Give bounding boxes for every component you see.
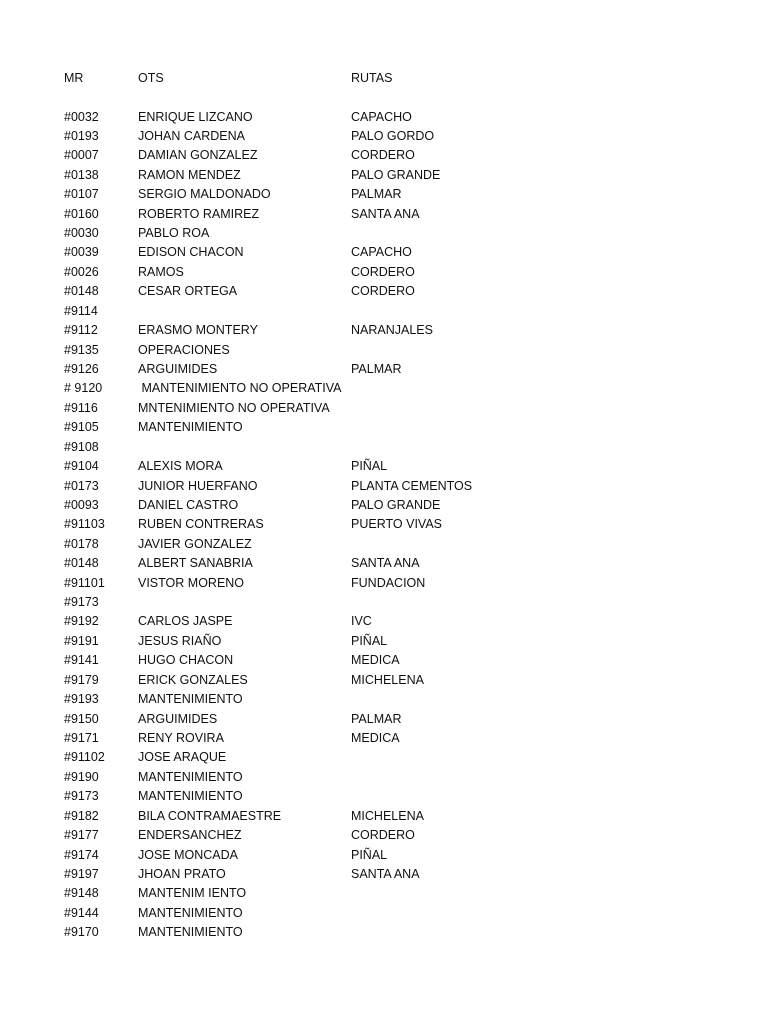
table-row (0, 263, 768, 282)
ots-cell: MANTENIM IENTO (138, 886, 247, 901)
ruta-cell: NARANJALES (351, 323, 433, 338)
ruta-cell: PALO GORDO (351, 128, 435, 143)
table-row (0, 515, 768, 534)
mr-cell: #9173 (64, 595, 99, 609)
ots-cell: PABLO ROA (138, 226, 210, 240)
ruta-cell: IVC (351, 614, 372, 629)
ots-cell: CESAR ORTEGA (138, 284, 238, 299)
ots-cell: MANTENIMIENTO (138, 789, 243, 804)
ruta-cell: SANTA ANA (351, 866, 420, 881)
table-row (0, 243, 768, 262)
table-row (0, 166, 768, 185)
ots-cell: JHOAN PRATO (138, 866, 226, 881)
mr-cell: #9192 (64, 614, 99, 629)
table-row (0, 302, 768, 321)
table-row (0, 205, 768, 224)
mr-cell: #9191 (64, 633, 99, 648)
ots-cell: ALEXIS MORA (138, 459, 223, 474)
table-row (0, 748, 768, 767)
table-row (0, 108, 768, 127)
table-row (0, 846, 768, 865)
ruta-cell: PALO GRANDE (351, 497, 441, 512)
table-row (0, 593, 768, 612)
ruta-cell: CORDERO (351, 148, 415, 163)
mr-cell: #0093 (64, 497, 99, 512)
ots-cell: ROBERTO RAMIREZ (138, 206, 260, 221)
table-row (0, 146, 768, 165)
ots-cell: DANIEL CASTRO (138, 497, 239, 512)
table-row (0, 671, 768, 690)
mr-cell: #9174 (64, 847, 99, 862)
ruta-cell: PLANTA CEMENTOS (351, 478, 473, 493)
mr-cell: #0160 (64, 206, 99, 221)
ots-cell: JESUS RIAÑO (138, 633, 222, 648)
ruta-cell: SANTA ANA (351, 556, 420, 571)
ots-cell: ERASMO MONTERY (138, 323, 258, 338)
ots-cell: JAVIER GONZALEZ (138, 536, 252, 551)
table-row (0, 729, 768, 748)
mr-cell: #0148 (64, 556, 99, 571)
table-row (0, 438, 768, 457)
mr-cell: #0178 (64, 536, 99, 551)
ots-cell: ENDERSANCHEZ (138, 828, 242, 842)
ots-cell: EDISON CHACON (138, 245, 244, 260)
table-row (0, 884, 768, 903)
mr-cell: #91103 (64, 517, 105, 532)
ruta-cell: CAPACHO (351, 245, 412, 260)
mr-cell: #9126 (64, 362, 99, 376)
ruta-cell: PIÑAL (351, 633, 388, 648)
mr-cell: #9173 (64, 789, 99, 804)
ots-cell: BILA CONTRAMAESTRE (138, 808, 282, 823)
table-row (0, 321, 768, 340)
table-row (0, 185, 768, 204)
table-row (0, 690, 768, 709)
mr-cell: #9171 (64, 730, 99, 745)
mr-cell: #9104 (64, 459, 99, 474)
mr-cell: #9179 (64, 672, 99, 687)
ots-cell: MANTENIMIENTO (138, 925, 243, 940)
header-row (0, 69, 768, 88)
mr-cell: #0193 (64, 128, 99, 143)
mr-cell: #9148 (64, 886, 99, 901)
ots-cell: MANTENIMIENTO (138, 420, 243, 435)
mr-cell: #0107 (64, 187, 99, 202)
table-row (0, 379, 768, 398)
table-row (0, 282, 768, 301)
table-row (0, 399, 768, 418)
table-row (0, 341, 768, 360)
ots-cell: SERGIO MALDONADO (138, 187, 271, 202)
table-row (0, 574, 768, 593)
ots-cell: JOHAN CARDENA (138, 128, 245, 143)
ots-cell: ERICK GONZALES (138, 672, 248, 687)
mr-cell: # 9120 (64, 381, 103, 396)
mr-cell: #0032 (64, 109, 99, 124)
ots-cell: MANTENIMIENTO NO OPERATIVA (138, 381, 342, 396)
mr-cell: #0039 (64, 245, 99, 260)
ruta-cell: SANTA ANA (351, 206, 420, 221)
mr-cell: #9141 (64, 653, 99, 668)
mr-cell: #9177 (64, 828, 99, 842)
ots-cell: MANTENIMIENTO (138, 692, 243, 707)
mr-cell: #9114 (64, 303, 98, 318)
table-row (0, 457, 768, 476)
table-row (0, 787, 768, 806)
header-mr: MR (64, 71, 84, 85)
ots-cell: ARGUIMIDES (138, 711, 218, 726)
ruta-cell: MICHELENA (351, 672, 424, 687)
ots-cell: CARLOS JASPE (138, 614, 233, 629)
mr-cell: #91102 (64, 750, 105, 765)
table-row (0, 554, 768, 573)
ots-cell: ARGUIMIDES (138, 362, 218, 376)
ots-cell: ALBERT SANABRIA (138, 556, 253, 571)
table-row (0, 710, 768, 729)
table-row (0, 768, 768, 787)
mr-cell: #0148 (64, 284, 99, 299)
ruta-cell: FUNDACION (351, 575, 426, 590)
ruta-cell: PALMAR (351, 711, 402, 726)
mr-cell: #9197 (64, 866, 99, 881)
mr-cell: #9105 (64, 420, 99, 435)
table-row (0, 418, 768, 437)
table-row (0, 865, 768, 884)
table-row (0, 923, 768, 942)
ruta-cell: CORDERO (351, 264, 415, 279)
table-row (0, 807, 768, 826)
table-row (0, 477, 768, 496)
ots-cell: MANTENIMIENTO (138, 769, 243, 784)
ots-cell: RENY ROVIRA (138, 730, 224, 745)
ruta-cell: MICHELENA (351, 808, 424, 823)
ots-cell: HUGO CHACON (138, 653, 234, 668)
mr-cell: #91101 (64, 575, 105, 590)
mr-cell: #0138 (64, 167, 99, 182)
ruta-cell: CORDERO (351, 284, 415, 299)
ruta-cell: CAPACHO (351, 109, 412, 124)
table-row (0, 904, 768, 923)
ots-cell: RAMON MENDEZ (138, 167, 241, 182)
ruta-cell: MEDICA (351, 730, 400, 745)
mr-cell: #9112 (64, 323, 98, 338)
ruta-cell: PIÑAL (351, 847, 388, 862)
ots-cell: RAMOS (138, 264, 184, 279)
ruta-cell: PALMAR (351, 362, 402, 376)
ruta-cell: MEDICA (351, 653, 400, 668)
ots-cell: VISTOR MORENO (138, 575, 245, 590)
table-row (0, 496, 768, 515)
mr-cell: #9150 (64, 711, 99, 726)
ots-cell: MANTENIMIENTO (138, 905, 243, 920)
mr-cell: #0173 (64, 478, 99, 493)
mr-cell: #9182 (64, 808, 99, 823)
mr-cell: #0026 (64, 264, 99, 279)
mr-cell: #9116 (64, 400, 98, 415)
ots-cell: JUNIOR HUERFANO (138, 478, 258, 493)
ots-cell: OPERACIONES (138, 342, 230, 357)
ruta-cell: PUERTO VIVAS (351, 517, 443, 532)
mr-cell: #9135 (64, 342, 99, 357)
table-row (0, 632, 768, 651)
table-row (0, 224, 768, 243)
header-ots: OTS (138, 71, 164, 85)
ots-cell: JOSE ARAQUE (138, 750, 227, 765)
mr-cell: #9190 (64, 769, 99, 784)
ots-cell: MNTENIMIENTO NO OPERATIVA (138, 400, 330, 415)
mr-cell: #9170 (64, 925, 99, 940)
mr-cell: #9144 (64, 905, 99, 920)
mr-cell: #0030 (64, 226, 99, 240)
mr-cell: #9108 (64, 439, 99, 454)
mr-cell: #9193 (64, 692, 99, 707)
ruta-cell: PALO GRANDE (351, 167, 441, 182)
ruta-cell: PIÑAL (351, 459, 388, 474)
ruta-cell: PALMAR (351, 187, 402, 202)
table-row (0, 127, 768, 146)
mr-cell: #0007 (64, 148, 99, 163)
table-row (0, 826, 768, 845)
table-row (0, 535, 768, 554)
ots-cell: JOSE MONCADA (138, 847, 239, 862)
header-rutas: RUTAS (351, 71, 393, 85)
ruta-cell: CORDERO (351, 828, 415, 842)
table-row (0, 360, 768, 379)
table-row (0, 651, 768, 670)
ots-cell: ENRIQUE LIZCANO (138, 109, 253, 124)
ots-cell: RUBEN CONTRERAS (138, 517, 264, 532)
ots-cell: DAMIAN GONZALEZ (138, 148, 258, 163)
table-row (0, 612, 768, 631)
